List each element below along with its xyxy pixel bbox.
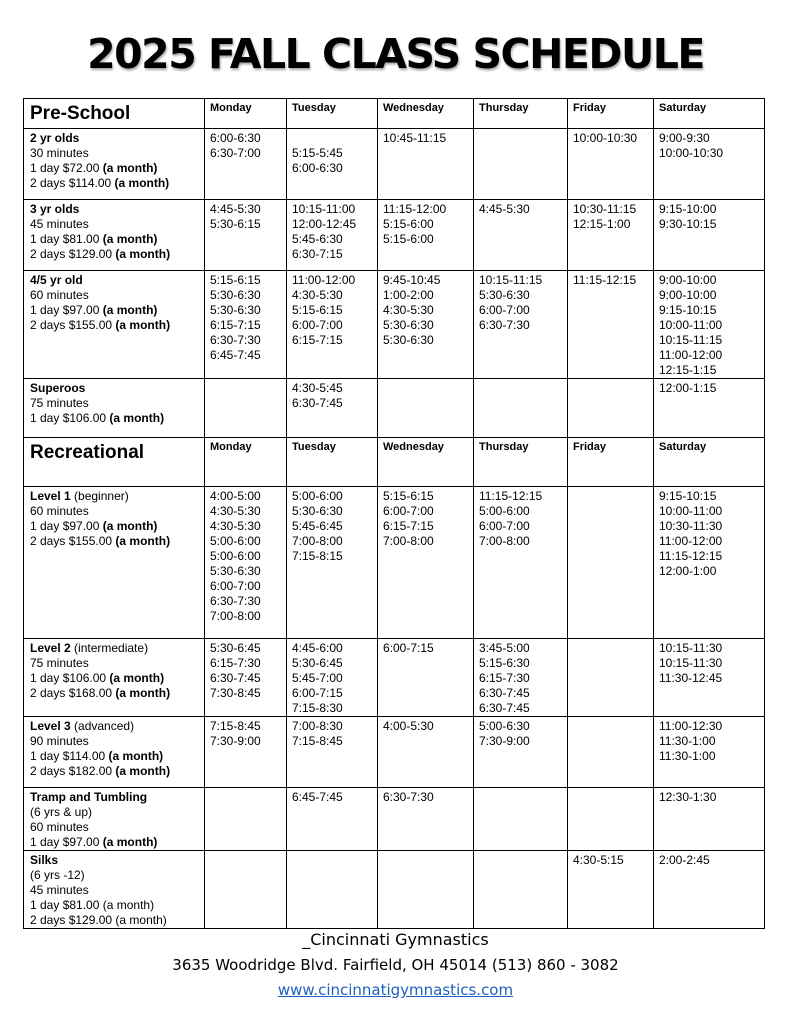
time-cell	[568, 200, 654, 271]
time-slot: 11:15-12:00	[383, 202, 447, 216]
time-slot: 5:00-6:00	[479, 504, 530, 518]
time-slot: 6:30-7:00	[210, 146, 261, 160]
time-cell	[205, 851, 287, 929]
time-slot: 7:15-8:45	[292, 734, 343, 748]
time-slot: 6:30-7:45	[479, 686, 530, 700]
time-slot: 7:00-8:30	[292, 719, 343, 733]
time-slot: 4:45-6:00	[292, 641, 343, 655]
class-name-line	[30, 202, 200, 217]
class-name: 2 yr olds	[30, 131, 80, 145]
time-slot: 10:00-10:30	[659, 146, 724, 160]
time-cell	[474, 717, 568, 788]
time-cell	[205, 639, 287, 717]
time-slot: 3:45-5:00	[479, 641, 530, 655]
class-name: Level 1	[30, 489, 71, 503]
time-slot: 12:15-1:00	[573, 217, 631, 231]
class-price: 1 day $106.00	[30, 411, 110, 425]
time-slot: 6:45-7:45	[292, 790, 343, 804]
day-header-cell	[474, 438, 568, 487]
time-slot: 4:45-5:30	[479, 202, 530, 216]
time-cell	[654, 487, 765, 639]
class-detail: (6 yrs & up)	[30, 805, 93, 819]
day-header-cell	[287, 438, 378, 487]
class-row	[24, 379, 765, 438]
time-slot: 6:30-7:15	[292, 247, 343, 261]
time-cell	[287, 271, 378, 379]
time-slot: 10:15-11:15	[659, 333, 723, 347]
class-price-note: (a month)	[108, 749, 164, 763]
class-label-cell	[24, 487, 205, 639]
class-name-line	[30, 131, 200, 146]
time-cell	[287, 379, 378, 438]
time-slot: 7:00-8:00	[383, 534, 434, 548]
time-cell	[474, 129, 568, 200]
time-slot: 5:15-6:00	[383, 217, 434, 231]
time-cell	[568, 788, 654, 851]
class-price-note: (a month)	[102, 161, 158, 175]
time-cell	[568, 487, 654, 639]
class-price-line	[30, 835, 200, 850]
class-level-note: (advanced)	[70, 719, 135, 733]
class-price-note: (a month)	[115, 247, 171, 261]
class-price-note: (a month)	[114, 176, 170, 190]
time-cell	[378, 788, 474, 851]
time-slot: 5:15-6:15	[383, 489, 434, 503]
time-slot: 5:30-6:30	[210, 303, 261, 317]
day-header: Wednesday	[383, 102, 444, 114]
day-header-cell	[568, 438, 654, 487]
day-header: Saturday	[659, 102, 707, 114]
time-slot: 10:00-10:30	[573, 131, 638, 145]
class-detail: 1 day $81.00 (a month)	[30, 898, 155, 912]
time-cell	[205, 379, 287, 438]
class-price-note: (a month)	[115, 686, 171, 700]
time-slot: 11:00-12:00	[292, 273, 356, 287]
time-slot: 4:30-5:30	[210, 504, 261, 518]
class-label-cell	[24, 639, 205, 717]
time-cell	[474, 200, 568, 271]
time-slot: 11:30-1:00	[659, 749, 716, 763]
class-name: Silks	[30, 853, 59, 867]
class-name: Superoos	[30, 381, 86, 395]
time-cell	[568, 129, 654, 200]
class-price-note: (a month)	[102, 232, 158, 246]
class-name: 4/5 yr old	[30, 273, 83, 287]
time-cell	[474, 271, 568, 379]
class-price-line	[30, 176, 200, 191]
time-slot: 7:30-9:00	[210, 734, 261, 748]
time-cell	[568, 271, 654, 379]
time-cell	[287, 200, 378, 271]
time-cell	[654, 717, 765, 788]
class-name: Level 3	[30, 719, 71, 733]
class-price-note: (a month)	[115, 534, 171, 548]
day-header: Monday	[210, 102, 252, 114]
class-detail: 45 minutes	[30, 217, 89, 231]
class-label-cell	[24, 717, 205, 788]
time-slot: 9:15-10:15	[659, 489, 717, 503]
day-header-cell	[378, 438, 474, 487]
time-slot: 5:45-6:45	[292, 519, 343, 533]
class-price-note: (a month)	[109, 671, 165, 685]
time-slot: 7:15-8:30	[292, 701, 343, 715]
time-slot: 5:15-6:30	[479, 656, 530, 670]
time-cell	[654, 788, 765, 851]
class-price: 1 day $81.00	[30, 232, 103, 246]
time-slot: 5:30-6:30	[383, 333, 434, 347]
time-slot: 6:30-7:30	[479, 318, 530, 332]
day-header-cell	[205, 99, 287, 129]
time-slot: 5:00-6:00	[210, 549, 261, 563]
class-detail: 75 minutes	[30, 396, 89, 410]
time-cell	[474, 487, 568, 639]
time-slot: 4:30-5:30	[292, 288, 343, 302]
time-cell	[287, 788, 378, 851]
time-cell	[205, 200, 287, 271]
class-price-note: (a month)	[115, 764, 171, 778]
time-slot: 12:30-1:30	[659, 790, 717, 804]
day-header: Monday	[210, 441, 252, 453]
time-cell	[568, 379, 654, 438]
class-price-note: (a month)	[115, 318, 171, 332]
section-title-cell	[24, 438, 205, 487]
time-slot: 7:00-8:00	[479, 534, 530, 548]
time-slot: 5:00-6:00	[292, 489, 343, 503]
class-price-line	[30, 749, 200, 764]
class-detail: 2 days $129.00 (a month)	[30, 913, 167, 927]
time-cell	[205, 717, 287, 788]
time-slot: 1:00-2:00	[383, 288, 434, 302]
day-header: Thursday	[479, 441, 529, 453]
time-slot: 5:45-7:00	[292, 671, 343, 685]
class-name-line	[30, 273, 200, 288]
time-slot: 10:00-11:00	[659, 318, 723, 332]
class-price-line	[30, 247, 200, 262]
class-row	[24, 200, 765, 271]
time-slot: 10:15-11:30	[659, 656, 723, 670]
time-slot: 10:30-11:30	[659, 519, 723, 533]
class-price-note: (a month)	[102, 519, 158, 533]
time-slot: 4:00-5:30	[383, 719, 434, 733]
time-slot: 6:30-7:30	[210, 333, 261, 347]
class-name: Level 2	[30, 641, 71, 655]
time-slot: 9:15-10:15	[659, 303, 717, 317]
time-cell	[654, 379, 765, 438]
section-title-cell	[24, 99, 205, 129]
class-price: 1 day $97.00	[30, 519, 103, 533]
day-header: Tuesday	[292, 102, 336, 114]
time-cell	[287, 851, 378, 929]
class-label-cell	[24, 271, 205, 379]
time-slot: 6:00-7:00	[479, 519, 530, 533]
time-cell	[474, 851, 568, 929]
time-slot: 11:00-12:00	[659, 348, 723, 362]
class-name-line	[30, 853, 200, 868]
class-price: 2 days $155.00	[30, 534, 116, 548]
time-slot: 11:00-12:00	[659, 534, 723, 548]
class-label-cell	[24, 200, 205, 271]
time-cell	[287, 639, 378, 717]
class-price: 2 days $182.00	[30, 764, 116, 778]
time-cell	[378, 271, 474, 379]
class-price: 1 day $97.00	[30, 303, 103, 317]
time-slot: 5:30-6:30	[479, 288, 530, 302]
day-header: Wednesday	[383, 441, 444, 453]
class-row	[24, 851, 765, 929]
class-detail: 60 minutes	[30, 288, 89, 302]
time-slot: 7:00-8:00	[292, 534, 343, 548]
time-cell	[205, 271, 287, 379]
time-slot: 12:00-12:45	[292, 217, 357, 231]
time-cell	[287, 487, 378, 639]
footer-address: 3635 Woodridge Blvd. Fairfield, OH 45014 (513) 860 - 3082	[172, 956, 619, 974]
time-slot: 5:15-6:15	[210, 273, 261, 287]
class-name: 3 yr olds	[30, 202, 80, 216]
time-slot: 5:30-6:30	[210, 288, 261, 302]
time-cell	[654, 271, 765, 379]
class-price: 1 day $114.00	[30, 749, 109, 763]
time-slot: 9:00-9:30	[659, 131, 710, 145]
time-cell	[654, 639, 765, 717]
time-slot: 5:30-6:45	[292, 656, 343, 670]
time-slot: 4:45-5:30	[210, 202, 261, 216]
time-slot: 6:15-7:30	[479, 671, 530, 685]
time-slot: 5:15-5:45	[292, 146, 343, 160]
time-slot: 6:00-7:15	[292, 686, 343, 700]
class-name-line	[30, 719, 200, 734]
time-slot: 11:30-1:00	[659, 734, 716, 748]
time-slot: 6:30-7:30	[210, 594, 261, 608]
time-slot: 7:30-9:00	[479, 734, 530, 748]
day-header: Friday	[573, 102, 607, 114]
time-slot: 9:15-10:00	[659, 202, 717, 216]
time-slot: 5:30-6:15	[210, 217, 261, 231]
day-header: Tuesday	[292, 441, 336, 453]
time-slot: 6:00-7:00	[292, 318, 343, 332]
time-cell	[205, 129, 287, 200]
time-slot: 9:00-10:00	[659, 288, 717, 302]
footer-website-link[interactable]: www.cincinnatigymnastics.com	[277, 981, 514, 999]
time-slot: 11:00-12:30	[659, 719, 723, 733]
time-slot: 6:00-7:00	[479, 303, 530, 317]
time-slot: 5:00-6:30	[479, 719, 530, 733]
class-price: 2 days $168.00	[30, 686, 116, 700]
day-header-cell	[378, 99, 474, 129]
class-price-line	[30, 534, 200, 549]
class-price-line	[30, 318, 200, 333]
class-price-line	[30, 303, 200, 318]
section-title: Pre-School	[30, 103, 131, 124]
class-detail: 90 minutes	[30, 734, 89, 748]
class-detail: 60 minutes	[30, 504, 89, 518]
time-slot: 6:15-7:15	[210, 318, 261, 332]
class-price: 2 days $114.00	[30, 176, 115, 190]
time-slot: 7:00-8:00	[210, 609, 261, 623]
time-slot: 6:15-7:15	[383, 519, 434, 533]
time-slot: 6:15-7:30	[210, 656, 261, 670]
time-slot: 5:30-6:45	[210, 641, 261, 655]
time-slot: 5:30-6:30	[383, 318, 434, 332]
class-name-line	[30, 790, 200, 805]
time-slot: 6:30-7:45	[292, 396, 343, 410]
class-label-cell	[24, 129, 205, 200]
time-slot: 10:00-11:00	[659, 504, 723, 518]
class-price-note: (a month)	[102, 303, 158, 317]
class-row	[24, 788, 765, 851]
day-header-cell	[568, 99, 654, 129]
time-slot: 12:15-1:15	[659, 363, 717, 377]
class-row	[24, 487, 765, 639]
time-cell	[474, 639, 568, 717]
time-cell	[378, 639, 474, 717]
time-slot: 6:00-7:00	[383, 504, 434, 518]
class-price-note: (a month)	[102, 835, 158, 849]
time-slot: 4:30-5:45	[292, 381, 343, 395]
footer-company-name: _Cincinnati Gymnastics	[302, 930, 489, 949]
class-price: 1 day $72.00	[30, 161, 103, 175]
time-slot: 6:00-7:15	[383, 641, 434, 655]
day-header-cell	[654, 99, 765, 129]
class-detail: 45 minutes	[30, 883, 89, 897]
time-slot: 4:30-5:30	[210, 519, 261, 533]
time-cell	[654, 129, 765, 200]
time-slot: 6:00-6:30	[210, 131, 261, 145]
time-slot: 11:15-12:15	[479, 489, 543, 503]
class-name-line	[30, 641, 200, 656]
time-cell	[474, 379, 568, 438]
time-slot: 5:00-6:00	[210, 534, 261, 548]
day-header: Thursday	[479, 102, 529, 114]
time-slot: 11:15-12:15	[573, 273, 637, 287]
class-price-line	[30, 519, 200, 534]
class-row	[24, 129, 765, 200]
schedule-table	[23, 98, 765, 929]
time-slot: 12:00-1:00	[659, 564, 717, 578]
time-cell	[205, 788, 287, 851]
class-price-line	[30, 411, 200, 426]
day-header: Saturday	[659, 441, 707, 453]
time-slot: 5:45-6:30	[292, 232, 343, 246]
class-price-line	[30, 671, 200, 686]
day-header-cell	[287, 99, 378, 129]
time-slot: 12:00-1:15	[659, 381, 717, 395]
time-slot: 7:15-8:45	[210, 719, 261, 733]
class-row	[24, 271, 765, 379]
time-slot: 5:15-6:00	[383, 232, 434, 246]
time-slot: 6:30-7:30	[383, 790, 434, 804]
time-slot: 10:45-11:15	[383, 131, 447, 145]
class-detail: 75 minutes	[30, 656, 89, 670]
class-detail: 60 minutes	[30, 820, 89, 834]
time-slot: 6:00-7:00	[210, 579, 261, 593]
class-label-cell	[24, 788, 205, 851]
time-slot	[292, 131, 373, 146]
time-slot: 4:30-5:30	[383, 303, 434, 317]
time-slot: 5:30-6:30	[292, 504, 343, 518]
class-price: 2 days $155.00	[30, 318, 116, 332]
time-slot: 10:15-11:15	[479, 273, 543, 287]
class-price-line	[30, 764, 200, 779]
class-price: 2 days $129.00	[30, 247, 116, 261]
class-row	[24, 717, 765, 788]
time-cell	[378, 379, 474, 438]
class-price-line	[30, 232, 200, 247]
class-name-line	[30, 489, 200, 504]
time-cell	[205, 487, 287, 639]
class-detail: 30 minutes	[30, 146, 89, 160]
section-header-row	[24, 438, 765, 487]
day-header-cell	[205, 438, 287, 487]
time-cell	[568, 717, 654, 788]
time-cell	[568, 639, 654, 717]
class-price-line	[30, 161, 200, 176]
time-cell	[654, 200, 765, 271]
time-slot: 7:15-8:15	[292, 549, 343, 563]
time-slot: 7:30-8:45	[210, 686, 261, 700]
time-cell	[568, 851, 654, 929]
time-slot: 10:30-11:15	[573, 202, 637, 216]
class-label-cell	[24, 379, 205, 438]
time-slot: 6:30-7:45	[479, 701, 530, 715]
class-price-line	[30, 686, 200, 701]
time-slot: 11:15-12:15	[659, 549, 723, 563]
time-slot: 11:30-12:45	[659, 671, 723, 685]
time-slot: 2:00-2:45	[659, 853, 710, 867]
class-row	[24, 639, 765, 717]
class-detail: (6 yrs -12)	[30, 868, 85, 882]
time-cell	[378, 129, 474, 200]
time-slot: 6:00-6:30	[292, 161, 343, 175]
time-cell	[378, 200, 474, 271]
time-slot: 5:30-6:30	[210, 564, 261, 578]
time-slot: 10:15-11:00	[292, 202, 356, 216]
class-price: 1 day $97.00	[30, 835, 103, 849]
class-name-line	[30, 381, 200, 396]
time-slot: 4:30-5:15	[573, 853, 624, 867]
page-title: 2025 FALL CLASS SCHEDULE	[87, 30, 704, 78]
time-slot: 9:45-10:45	[383, 273, 441, 287]
time-slot: 6:45-7:45	[210, 348, 261, 362]
time-cell	[378, 487, 474, 639]
time-cell	[654, 851, 765, 929]
day-header: Friday	[573, 441, 607, 453]
class-price: 1 day $106.00	[30, 671, 110, 685]
class-price-note: (a month)	[109, 411, 165, 425]
day-header-cell	[474, 99, 568, 129]
time-slot: 4:00-5:00	[210, 489, 261, 503]
time-cell	[378, 717, 474, 788]
time-slot: 9:00-10:00	[659, 273, 717, 287]
time-cell	[287, 717, 378, 788]
class-level-note: (beginner)	[70, 489, 129, 503]
time-cell	[378, 851, 474, 929]
day-header-cell	[654, 438, 765, 487]
time-slot: 9:30-10:15	[659, 217, 717, 231]
time-slot: 6:15-7:15	[292, 333, 343, 347]
section-header-row	[24, 99, 765, 129]
section-title: Recreational	[30, 442, 145, 463]
class-level-note: (intermediate)	[70, 641, 149, 655]
time-slot: 5:15-6:15	[292, 303, 343, 317]
time-slot: 10:15-11:30	[659, 641, 723, 655]
class-name: Tramp and Tumbling	[30, 790, 148, 804]
time-cell	[287, 129, 378, 200]
time-slot: 6:30-7:45	[210, 671, 261, 685]
time-cell	[474, 788, 568, 851]
class-label-cell	[24, 851, 205, 929]
